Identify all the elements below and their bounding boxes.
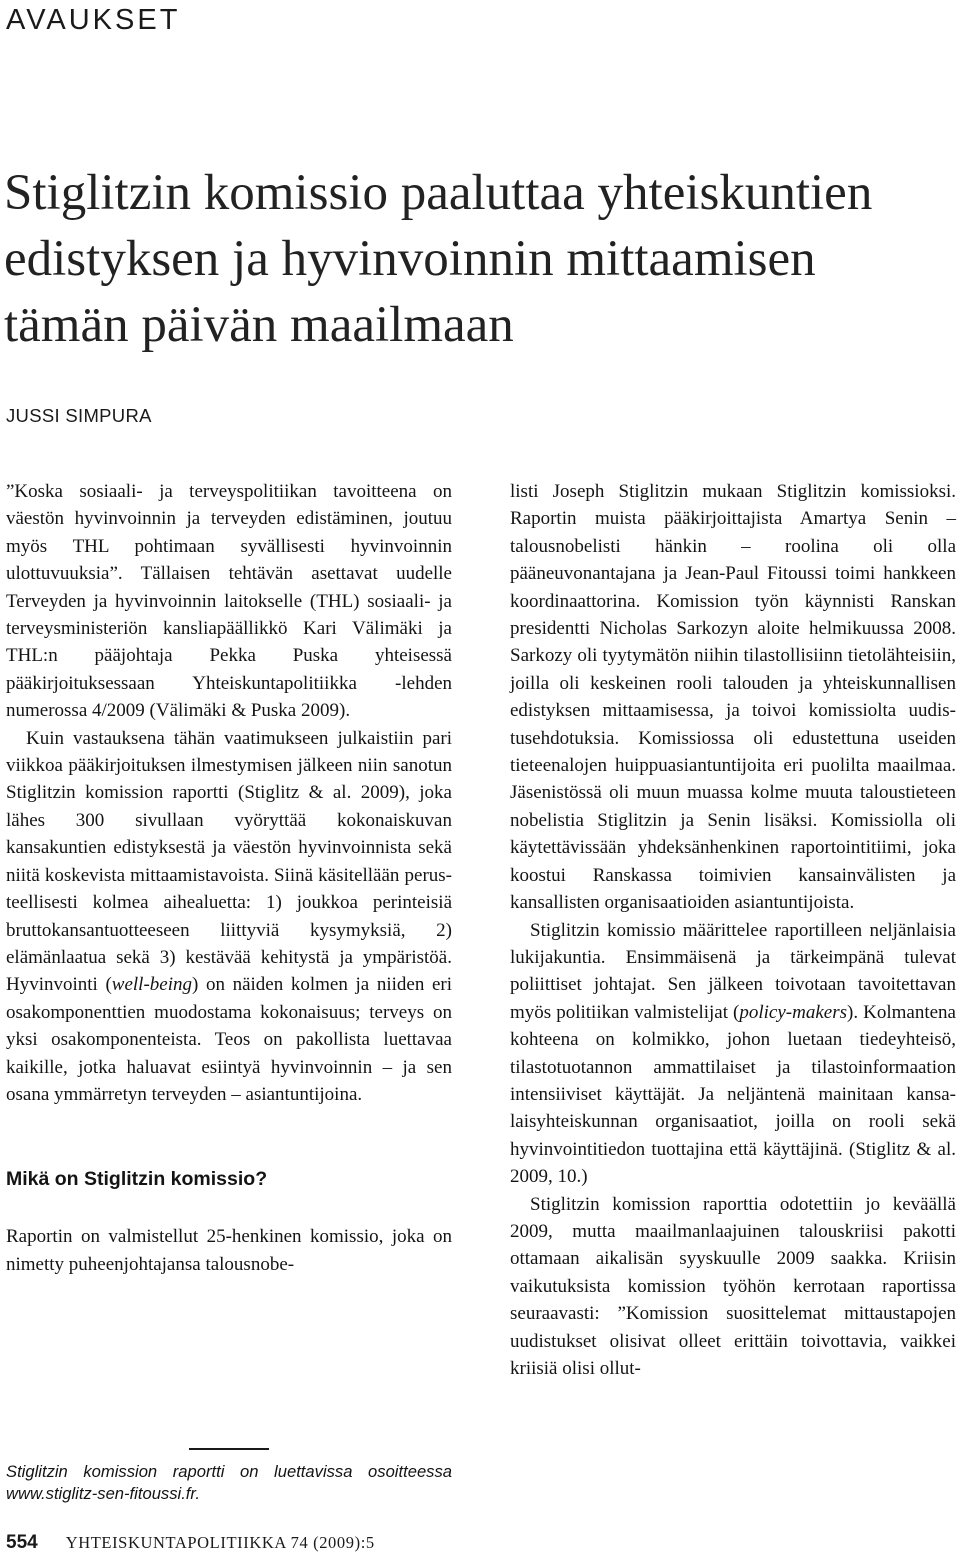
page-number: 554 — [6, 1532, 38, 1553]
body-paragraph — [6, 725, 452, 1109]
section-subheading: Mikä on Stiglitzin komissio? — [6, 1168, 268, 1191]
article-title — [4, 160, 954, 358]
paragraph-text: Stiglitzin komissio määrittelee raportilleen neljänlaisia lukijakuntia. Ensimmäisenä ja tärkeimpänä tulevat poliittiset johtajat. Sen jälkeen toivotaan tavoitettavan myös politiikan valmistelijat ( — [510, 919, 956, 1023]
body-paragraph — [510, 917, 956, 1191]
journal-reference: YHTEISKUNTAPOLITIIKKA 74 (2009):5 — [65, 1533, 375, 1552]
author-name: JUSSI SIMPURA — [6, 405, 152, 426]
section-label: AVAUKSET — [6, 4, 181, 36]
title-line-1: Stiglitzin komissio paaluttaa yhteiskuntien — [4, 165, 873, 221]
title-line-2: edistyksen ja hyvinvoinnin mittaamisen — [4, 231, 816, 287]
body-paragraph: ”Koska sosiaali- ja terveyspolitiikan tavoitteena on väestön hyvinvoinnin ja terveyden edistäminen, joutuu myös THL pohtimaan syvällisesti hyvinvoinnin ulottuvuuksia”. Tällaisen tehtävän asettavat uudelle Terveyden ja hyvinvoinnin laitokselle (THL) sosiaali- ja terveysministeriön kansliapäällikkö Kari Välimäki ja THL:n pääjohtaja Pekka Puska yhteisessä pääkirjoituksessaan Yhteiskuntapolitiikka -lehden numerossa 4/2009 (Välimäki & Puska 2009). — [6, 481, 452, 722]
paragraph-text: ) on näiden kolmen ja niiden eri osakomponenttien muodostama kokonaisuus; terveys on yksi osakomponenteista. Teos on pakollista luettavaa kaikille, jotka haluavat esiintyä hyvinvoinnin – ja sen osana ymmärretyn terveyden – asiantuntijoina. — [6, 974, 452, 1105]
title-line-3: tämän päivän maailmaan — [4, 297, 514, 353]
paragraph-text: ). Kolmantena kohteena on kolmikko, johon luetaan tiedeyhteisö, tilastotuotannon ammattilaiset ja tilastoinformaation intensiiviset käyttäjät. Ja neljäntenä mainitaan kansalaisyhteiskunnan organisaatiot, joilla on rooli sekä hyvinvointitiedon tuottajina että käyttäjinä. (Stiglitz & al. 2009, 10.) — [510, 1001, 956, 1188]
body-paragraph: Raportin on valmistellut 25-henkinen komissio, joka on nimetty puheenjohtajansa talousnobe- — [6, 1226, 452, 1275]
body-paragraph: Stiglitzin komission raporttia odotettiin jo keväällä 2009, mutta maailmanlaajuinen talouskriisi pakotti ottamaan aikalisän syyskuulle 2009 saakka. Kriisin vaikutuksista komission työhön kerrotaan raportissa seuraavasti: ”Komission suosittelemat mittaustapojen uudistukset olisivat olleet erittäin toivottavia, vaikkei kriisiä olisi ollut- — [510, 1193, 956, 1379]
body-paragraph: listi Joseph Stiglitzin mukaan Stiglitzin komissioksi. Raportin muista pääkirjoittajista Amartya Senin – talousnobelisti hänkin – roolina oli olla pääneuvonantajana ja Jean-Paul Fitoussi toimi hankkeen koordinaattorina. Komission työn käynnisti Ranskan presidentti Nicholas Sarkozyn aloite helmikuussa 2008. Sarkozy oli tyytymätön niihin tilastollisiinn tietolähteisiin, joilla oli keskeinen rooli talouden ja yhteiskunnallisen edistyksen mittaamisessa, ja toivoi komissiolta uudistusehdotuksia. Komissiossa oli edustettuna useiden tieteenalojen huippuasiantuntijoita eri puolilta maailmaa. Jäsenistössä oli muun muassa kolme muuta taloustieteen nobelistia Stiglitzin ja Senin lisäksi. Komissiolla oli käytettävissään yhdeksänhenkinen raportointitiimi, joka koostui Ranskassa toimivien kansainvälisten ja kansallisten organisaatioiden asiantuntijoista. — [510, 481, 956, 914]
paragraph-text: Kuin vastauksena tähän vaatimukseen julkaistiin pari viikkoa pääkirjoituksen ilmestymisen jälkeen niin sanotun Stiglitzin komission raportti (Stiglitz & al. 2009), joka lähes 300 sivullaan vyöryttää kokonaiskuvan kansakuntien edistyksestä ja väestön hyvinvoinnista sekä niitä koskevista mittaamistavoista. Siinä käsitellään perusteellisesti kolmea aihealuetta: 1) joukkoa perinteisiä bruttokansantuotteeseen liittyviä kysymyksiä, 2) elämänlaatua sekä 3) kestävää kehitystä ja ympäristöä. Hyvinvointi ( — [6, 727, 452, 996]
footnote: Stiglitzin komission raportti on luettavissa osoitteessa www.stiglitz-sen-fitoussi.fr. — [6, 1462, 452, 1503]
italic-term: policy-makers — [739, 1001, 848, 1023]
page-footer — [6, 1532, 375, 1554]
italic-term: well-being — [111, 974, 192, 996]
footnote-divider — [189, 1448, 269, 1450]
right-column — [510, 478, 956, 1382]
left-column — [6, 478, 452, 1278]
